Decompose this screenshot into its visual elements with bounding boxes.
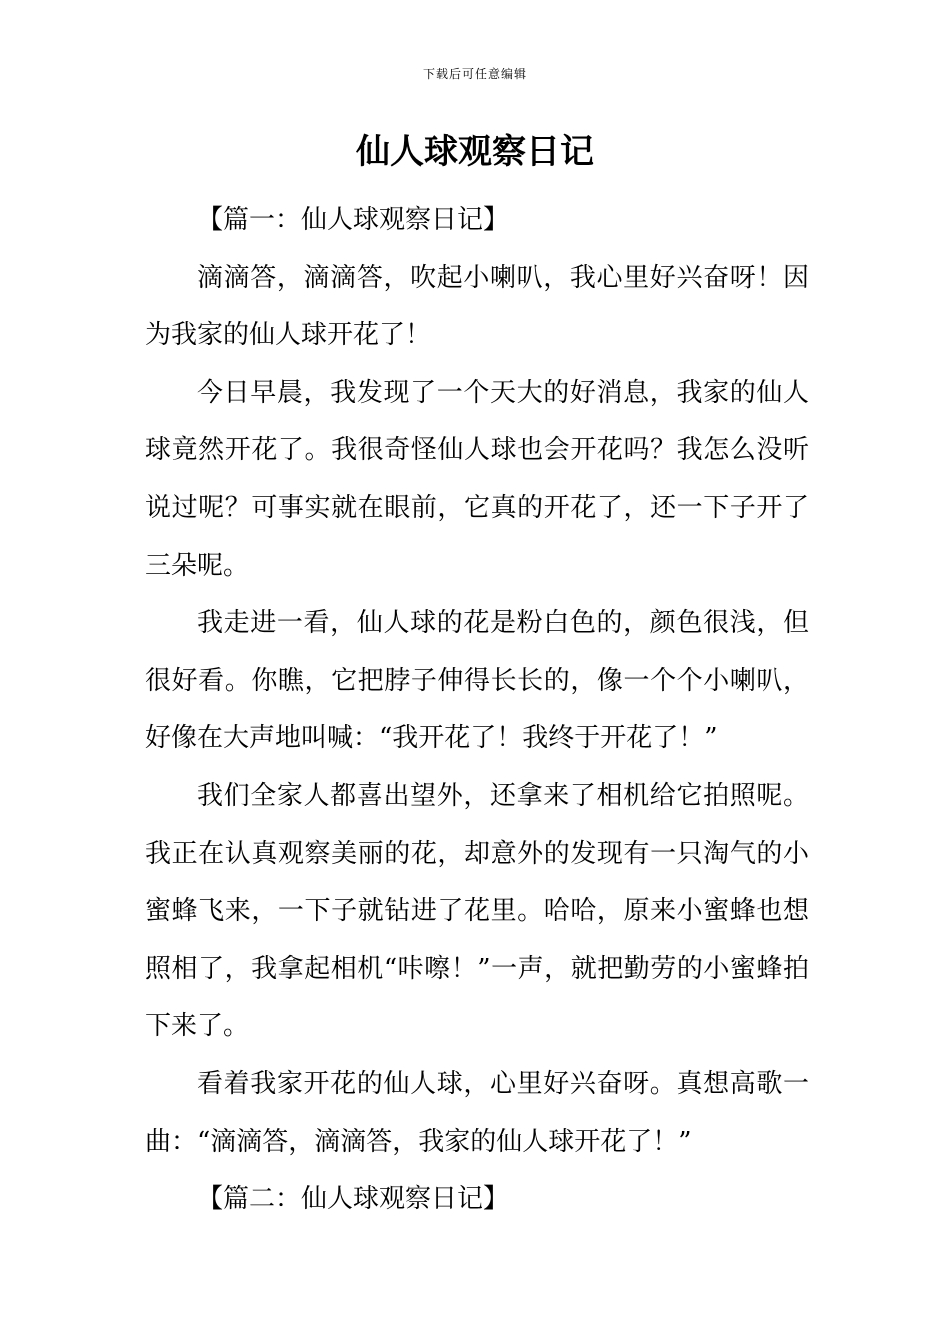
paragraph-2: 今日早晨，我发现了一个天大的好消息，我家的仙人球竟然开花了。我很奇怪仙人球也会开花吗？我怎么没听说过呢？可事实就在眼前，它真的开花了，还一下子开了三朵呢。 [145, 377, 809, 581]
paragraph-4: 我们全家人都喜出望外，还拿来了相机给它拍照呢。我正在认真观察美丽的花，却意外的发现有一只淘气的小蜜蜂飞来，一下子就钻进了花里。哈哈，原来小蜜蜂也想照相了，我拿起相机“咔嚓！”一声，就把勤劳的小蜜蜂拍下来了。 [145, 780, 809, 1042]
section-heading-2: 【篇二：仙人球观察日记】 [197, 1184, 510, 1215]
section-heading-1: 【篇一：仙人球观察日记】 [197, 205, 510, 235]
document-body [145, 192, 809, 1229]
paragraph-3: 我走进一看，仙人球的花是粉白色的，颜色很浅，但很好看。你瞧，它把脖子伸得长长的，像一个个小喇叭，好像在大声地叫喊：“我开花了！我终于开花了！” [145, 608, 809, 754]
paragraph-5: 看着我家开花的仙人球，心里好兴奋呀。真想高歌一曲：“滴滴答，滴滴答，我家的仙人球开花了！” [145, 1068, 809, 1157]
document-title: 仙人球观察日记 [356, 132, 594, 172]
page-header-note: 下载后可任意编辑 [422, 67, 527, 81]
paragraph-1: 滴滴答，滴滴答，吹起小喇叭，我心里好兴奋呀！因为我家的仙人球开花了！ [145, 262, 809, 351]
